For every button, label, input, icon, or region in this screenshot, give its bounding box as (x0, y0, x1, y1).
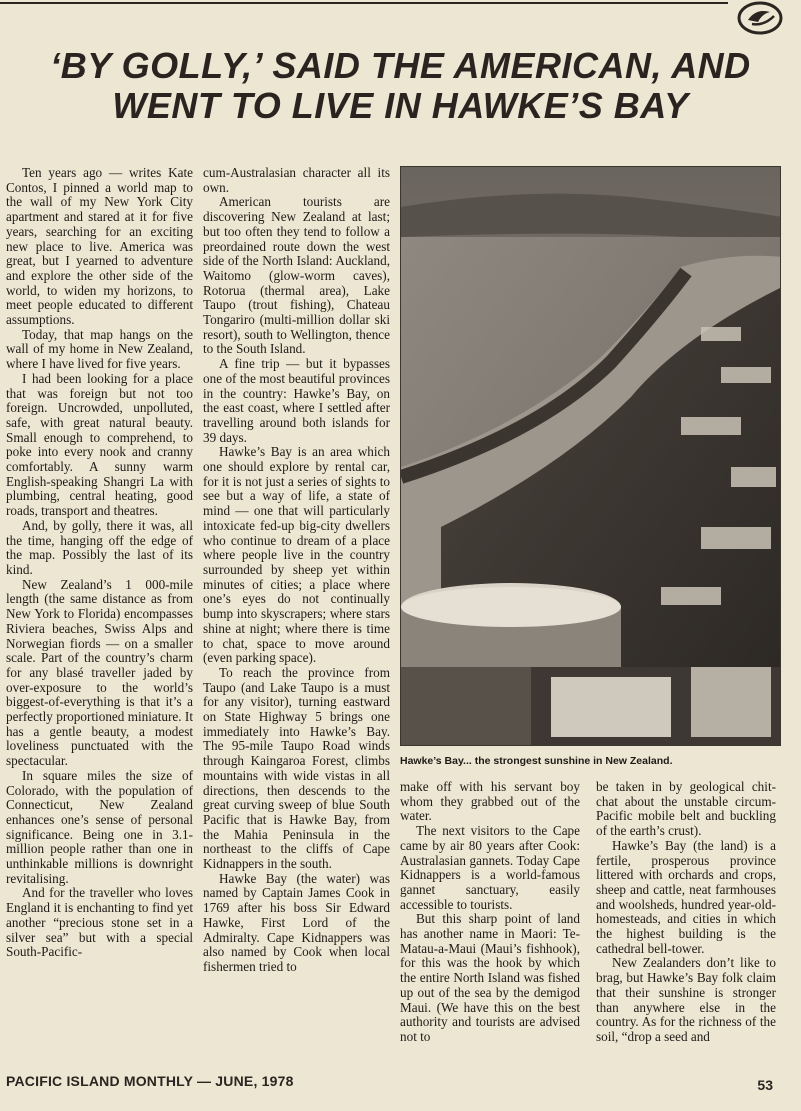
paragraph: Hawke’s Bay (the land) is a fertile, prosperous province littered with orchards and crops, sheep and cattle, neat farmhouses and woolsheds, hundred year-old-homesteads, and cities in which the highest building is the cathedral bell-tower. (596, 837, 776, 956)
headline (0, 46, 801, 126)
oval-emblem-icon (736, 0, 784, 36)
article-column-2 (203, 166, 390, 975)
publication-footer: PACIFIC ISLAND MONTHLY — JUNE, 1978 (6, 1073, 294, 1089)
paragraph: Hawke’s Bay is an area which one should explore by rental car, for it is not just a series of sights to see but a way of life, a state of mind — one that will particularly intoxicate fed-up big-city dwellers who continue to dream of a place where people live in the country surrounded by sheep yet within minutes of cities; a place where one’s eyes do not continually bump into skyscrapers; where stars shine at night; where there is time to chat, space to move around (even parking space). (203, 444, 390, 666)
paragraph: Hawke Bay (the water) was named by Captain James Cook in 1769 after his boss Sir Edward Hawke, First Lord of the Admiralty. Cape Kidnappers was also named by Cook when local fishermen tried to (203, 870, 390, 974)
paragraph: New Zealand’s 1 000-mile length (the same distance as from New York to Florida) encompasses Riviera beaches, Swiss Alps and Norwegian fiords — on a smaller scale. Part of the country’s charm for any blasé traveller jaded by over-exposure to the world’s biggest-of-everything is that it’s a perfectly proportioned miniature. It has a gentle beauty, a modest loveliness punctuated with the spectacular. (6, 576, 193, 769)
hawkes-bay-aerial-photo (400, 166, 781, 746)
article-column-4 (596, 780, 776, 1045)
paragraph: be taken in by geological chit-chat about the unstable circum-Pacific mobile belt and buckling of the earth’s crust). (596, 779, 776, 839)
article-column-3 (400, 780, 580, 1045)
headline-line-2: WENT TO LIVE IN HAWKE’S BAY (112, 85, 689, 126)
paragraph: American tourists are discovering New Zealand at last; but too often they tend to follow a preordained route down the west side of the North Island: Auckland, Waitomo (glow-worm caves), Rotorua (thermal area), Lake Taupo (trout fishing), Chateau Tongariro (multi-million dollar ski resort), south to Wellington, thence to the South Island. (203, 194, 390, 357)
photo-caption: Hawke’s Bay... the strongest sunshine in New Zealand. (400, 755, 673, 767)
paragraph: Ten years ago — writes Kate Contos, I pinned a world map to the wall of my New York City apartment and stared at it for five years, searching for an exciting new place to live. America was great, but I yearned to adventure and explore the other side of the world, to widen my horizons, to meet people educated to different assumptions. (6, 165, 193, 328)
paragraph: A fine trip — but it bypasses one of the most beautiful provinces in the country: Hawke’s Bay, on the east coast, where I settled after travelling around both islands for 39 days. (203, 356, 390, 445)
article-column-1 (6, 166, 193, 960)
page-number: 53 (757, 1077, 773, 1093)
top-rule (0, 2, 728, 4)
paragraph: And for the traveller who loves England it is enchanting to find yet another “precious stone set in a silver sea” but with a special South-Pacific- (6, 885, 193, 960)
paragraph: cum-Australasian character all its own. (203, 165, 390, 195)
paragraph: In square miles the size of Colorado, with the population of Connecticut, New Zealand enhances one’s sense of personal significance. Being one in 3.1-million people rather than one in unthinkable millions is downright revitalising. (6, 767, 193, 886)
paragraph: make off with his servant boy whom they grabbed out of the water. (400, 779, 580, 824)
headline-line-1: ‘BY GOLLY,’ SAID THE AMERICAN, AND (50, 45, 751, 86)
paragraph: And, by golly, there it was, all the time, hanging off the edge of the map. Possibly the last of its kind. (6, 517, 193, 577)
paragraph: New Zealanders don’t like to brag, but Hawke’s Bay folk claim that their sunshine is stronger than anywhere else in the country. As for the richness of the soil, “drop a seed and (596, 955, 776, 1044)
paragraph: I had been looking for a place that was foreign but not too foreign. Uncrowded, unpolluted, safe, with great natural beauty. Small enough to comprehend, to poke into every nook and cranny comfortably. A sunny warm English-speaking Shangri La with plumbing, central heating, good roads, transport and theatres. (6, 370, 193, 519)
paragraph: To reach the province from Taupo (and Lake Taupo is a must for any visitor), turning eastward on State Highway 5 brings one immediately into Hawke’s Bay. The 95-mile Taupo Road winds through Kaingaroa Forest, climbs mountains with wide vistas in all directions, then descends to the great curving sweep of blue South Pacific that is Hawke Bay, from the Mahia Peninsula in the northeast to the cliffs of Cape Kidnappers in the south. (203, 664, 390, 872)
paragraph: But this sharp point of land has another name in Maori: Te-Matau-a-Maui (Maui’s fishhook), for this was the hook by which the entire North Island was fished up out of the sea by the demigod Maui. (We have this on the best authority and tourists are advised not to (400, 911, 580, 1044)
paragraph: Today, that map hangs on the wall of my home in New Zealand, where I have lived for five years. (6, 326, 193, 372)
paragraph: The next visitors to the Cape came by air 80 years after Cook: Australasian gannets. Today Cape Kidnappers is a world-famous gannet sanctuary, easily accessible to tourists. (400, 823, 580, 912)
